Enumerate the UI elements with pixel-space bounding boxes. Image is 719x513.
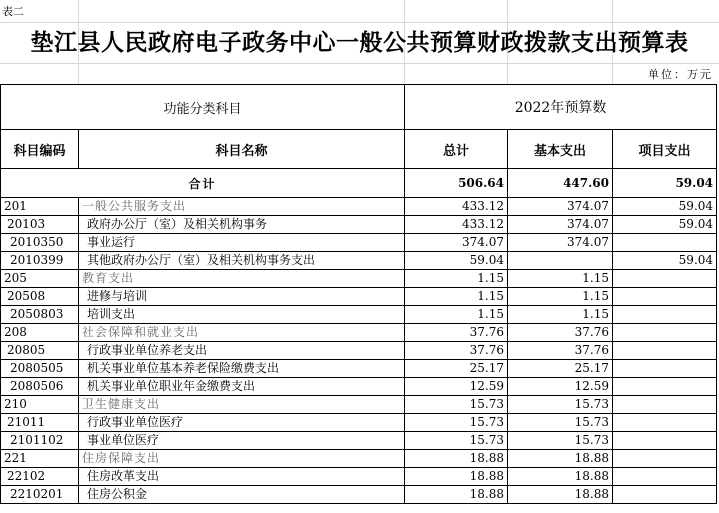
- header-total: 总计: [405, 130, 508, 169]
- row-total: 374.07: [405, 234, 508, 252]
- table-row: [1, 396, 717, 414]
- row-project: [613, 342, 717, 360]
- header-row-1: [1, 85, 717, 130]
- row-basic: 37.76: [508, 324, 613, 342]
- row-total: 1.15: [405, 306, 508, 324]
- table-row: [1, 414, 717, 432]
- row-name: 培训支出: [79, 306, 405, 324]
- row-project: [613, 468, 717, 486]
- row-project: 59.04: [613, 198, 717, 216]
- row-basic: 1.15: [508, 270, 613, 288]
- row-project: 59.04: [613, 252, 717, 270]
- row-name: 住房公积金: [79, 486, 405, 504]
- row-total: 15.73: [405, 396, 508, 414]
- row-basic: 15.73: [508, 432, 613, 450]
- row-name: 教育支出: [79, 270, 405, 288]
- row-basic: 15.73: [508, 396, 613, 414]
- row-project: [613, 450, 717, 468]
- row-total: 12.59: [405, 378, 508, 396]
- row-basic: 18.88: [508, 486, 613, 504]
- row-total: 433.12: [405, 216, 508, 234]
- unit-label: 单位：万元: [648, 68, 713, 81]
- header-category: 功能分类科目: [1, 85, 405, 130]
- header-basic: 基本支出: [508, 130, 613, 169]
- row-project: [613, 378, 717, 396]
- table-row: [1, 234, 717, 252]
- row-code: 2080505: [1, 360, 79, 378]
- row-name: 住房改革支出: [79, 468, 405, 486]
- row-total: 59.04: [405, 252, 508, 270]
- row-code: 201: [1, 198, 79, 216]
- row-project: [613, 234, 717, 252]
- row-basic: [508, 252, 613, 270]
- row-project: [613, 288, 717, 306]
- row-project: [613, 486, 717, 504]
- row-basic: 37.76: [508, 342, 613, 360]
- row-total: 18.88: [405, 450, 508, 468]
- row-code: 2101102: [1, 432, 79, 450]
- row-code: 2010399: [1, 252, 79, 270]
- page-title: 垫江县人民政府电子政务中心一般公共预算财政拨款支出预算表: [30, 29, 689, 56]
- total-row: [1, 169, 717, 198]
- row-code: 20805: [1, 342, 79, 360]
- total-total: 506.64: [405, 169, 508, 198]
- row-total: 25.17: [405, 360, 508, 378]
- row-code: 208: [1, 324, 79, 342]
- table-row: [1, 468, 717, 486]
- row-name: 行政事业单位养老支出: [79, 342, 405, 360]
- row-project: [613, 324, 717, 342]
- table-row: [1, 450, 717, 468]
- row-project: [613, 306, 717, 324]
- row-basic: 1.15: [508, 288, 613, 306]
- row-name: 一般公共服务支出: [79, 198, 405, 216]
- table-row: [1, 306, 717, 324]
- row-total: 37.76: [405, 342, 508, 360]
- row-total: 433.12: [405, 198, 508, 216]
- table-number-label: 表二: [2, 5, 24, 18]
- row-basic: 374.07: [508, 198, 613, 216]
- table-row: [1, 216, 717, 234]
- row-basic: 374.07: [508, 216, 613, 234]
- row-project: [613, 360, 717, 378]
- row-code: 221: [1, 450, 79, 468]
- row-project: [613, 396, 717, 414]
- header-row-2: [1, 130, 717, 169]
- total-label: 合计: [1, 169, 405, 198]
- grid-line: [0, 63, 719, 64]
- table-row: [1, 342, 717, 360]
- table-row: [1, 198, 717, 216]
- table-row: [1, 432, 717, 450]
- row-name: 卫生健康支出: [79, 396, 405, 414]
- row-basic: 1.15: [508, 306, 613, 324]
- row-total: 1.15: [405, 288, 508, 306]
- row-project: 59.04: [613, 216, 717, 234]
- budget-table: [0, 84, 717, 504]
- row-name: 行政事业单位医疗: [79, 414, 405, 432]
- header-name: 科目名称: [79, 130, 405, 169]
- header-project: 项目支出: [613, 130, 717, 169]
- row-total: 18.88: [405, 468, 508, 486]
- total-basic: 447.60: [508, 169, 613, 198]
- table-row: [1, 378, 717, 396]
- row-code: 205: [1, 270, 79, 288]
- row-basic: 18.88: [508, 468, 613, 486]
- row-total: 1.15: [405, 270, 508, 288]
- row-project: [613, 414, 717, 432]
- row-code: 22102: [1, 468, 79, 486]
- table-row: [1, 324, 717, 342]
- row-name: 政府办公厅（室）及相关机构事务: [79, 216, 405, 234]
- table-row: [1, 288, 717, 306]
- row-basic: 374.07: [508, 234, 613, 252]
- row-code: 2010350: [1, 234, 79, 252]
- table-row: [1, 252, 717, 270]
- row-total: 15.73: [405, 414, 508, 432]
- row-total: 37.76: [405, 324, 508, 342]
- header-code: 科目编码: [1, 130, 79, 169]
- row-code: 2210201: [1, 486, 79, 504]
- row-basic: 18.88: [508, 450, 613, 468]
- table-row: [1, 360, 717, 378]
- row-code: 20103: [1, 216, 79, 234]
- row-total: 15.73: [405, 432, 508, 450]
- row-name: 机关事业单位基本养老保险缴费支出: [79, 360, 405, 378]
- row-code: 2080506: [1, 378, 79, 396]
- row-name: 进修与培训: [79, 288, 405, 306]
- table-row: [1, 270, 717, 288]
- row-basic: 15.73: [508, 414, 613, 432]
- table-row: [1, 486, 717, 504]
- row-basic: 12.59: [508, 378, 613, 396]
- row-project: [613, 270, 717, 288]
- total-project: 59.04: [613, 169, 717, 198]
- row-name: 社会保障和就业支出: [79, 324, 405, 342]
- row-name: 其他政府办公厅（室）及相关机构事务支出: [79, 252, 405, 270]
- row-name: 事业单位医疗: [79, 432, 405, 450]
- row-project: [613, 432, 717, 450]
- row-code: 210: [1, 396, 79, 414]
- row-code: 20508: [1, 288, 79, 306]
- row-code: 21011: [1, 414, 79, 432]
- row-name: 住房保障支出: [79, 450, 405, 468]
- row-name: 机关事业单位职业年金缴费支出: [79, 378, 405, 396]
- row-code: 2050803: [1, 306, 79, 324]
- row-basic: 25.17: [508, 360, 613, 378]
- row-name: 事业运行: [79, 234, 405, 252]
- header-year-budget: 2022年预算数: [405, 85, 717, 130]
- row-total: 18.88: [405, 486, 508, 504]
